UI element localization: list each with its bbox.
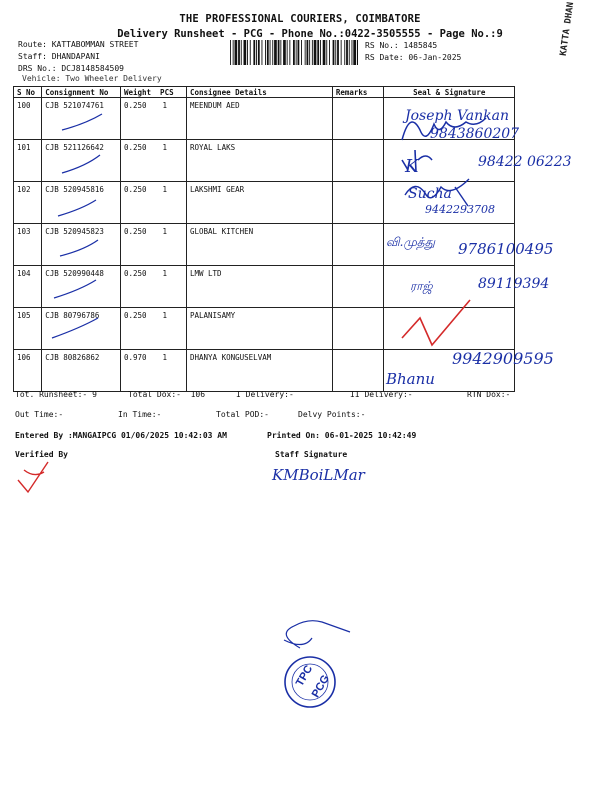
cell-signature xyxy=(384,224,515,266)
cell-remarks xyxy=(332,266,384,308)
barcode-bar xyxy=(250,40,251,65)
barcode-bar xyxy=(357,40,358,65)
phone-text: 9843860207 xyxy=(430,126,520,142)
table-header-row xyxy=(14,87,515,98)
cell-consignee: LMW LTD xyxy=(186,266,332,308)
cell-sno: 104 xyxy=(14,266,42,308)
cell-pcs: 1 xyxy=(162,101,167,110)
cell-signature xyxy=(384,350,515,392)
cell-sno: 106 xyxy=(14,350,42,392)
barcode-bar xyxy=(326,40,327,65)
cell-consignment: CJB 521074761 xyxy=(42,98,121,140)
barcode-bar xyxy=(230,40,231,65)
cell-signature xyxy=(384,140,515,182)
cell-weight-pcs xyxy=(120,140,186,182)
barcode-bar xyxy=(241,40,242,65)
barcode-bar xyxy=(333,40,335,65)
phone-text: 98422 06223 xyxy=(478,154,572,170)
barcode-bar xyxy=(296,40,297,65)
cell-weight: 0.250 xyxy=(123,311,147,320)
barcode-bar xyxy=(270,40,271,65)
cell-sno: 100 xyxy=(14,98,42,140)
col-header-signature: Seal & Signature xyxy=(384,87,515,98)
cell-signature xyxy=(384,98,515,140)
cell-weight-pcs xyxy=(120,308,186,350)
barcode-bar xyxy=(253,40,255,65)
cell-consignment: CJB 80826862 xyxy=(42,350,121,392)
signature-text: Bhanu xyxy=(386,370,435,388)
barcode-bar xyxy=(244,40,247,65)
signature-text: Sucha xyxy=(408,186,452,202)
out-time: Out Time:- xyxy=(15,410,64,419)
cell-remarks xyxy=(332,98,384,140)
phone-text: 89119394 xyxy=(478,276,550,292)
company-stamp xyxy=(283,655,337,709)
barcode-bar xyxy=(293,40,295,65)
table-row xyxy=(14,98,515,140)
barcode-bar xyxy=(233,40,234,65)
signature-text: வி.முத்து xyxy=(386,235,436,249)
staff-signature-label: Staff Signature xyxy=(275,450,348,459)
barcode-bar xyxy=(301,40,302,65)
barcode-bar xyxy=(247,40,248,65)
barcode-bar xyxy=(298,40,300,65)
barcode-bar xyxy=(278,40,280,65)
table-row xyxy=(14,224,515,266)
cell-pcs: 1 xyxy=(162,311,167,320)
cell-consignment: CJB 520945816 xyxy=(42,182,121,224)
cell-consignee: GLOBAL KITCHEN xyxy=(186,224,332,266)
col-header-remarks: Remarks xyxy=(332,87,384,98)
total-dox: Total Dox:- 106 xyxy=(128,390,206,399)
barcode-bar xyxy=(329,40,330,65)
barcode-bar xyxy=(258,40,260,65)
cell-weight-pcs xyxy=(120,224,186,266)
delvy-points: Delvy Points:- xyxy=(298,410,366,419)
cell-consignment: CJB 520990448 xyxy=(42,266,121,308)
cell-consignee: MEENDUM AED xyxy=(186,98,332,140)
barcode-bar xyxy=(235,40,238,65)
table-row xyxy=(14,266,515,308)
cell-consignment: CJB 521126642 xyxy=(42,140,121,182)
cell-weight-pcs xyxy=(120,350,186,392)
barcode-bar xyxy=(267,40,269,65)
i-delivery: I Delivery:- xyxy=(236,390,294,399)
barcode-bar xyxy=(262,40,263,65)
in-time: In Time:- xyxy=(118,410,162,419)
barcode-bar xyxy=(349,40,350,65)
table-row xyxy=(14,308,515,350)
stamp-text-top: TPC xyxy=(293,663,316,689)
cell-weight-pcs xyxy=(120,98,186,140)
phone-text: 9942909595 xyxy=(452,349,554,368)
verified-by-label: Verified By xyxy=(15,450,68,459)
cell-weight: 0.250 xyxy=(123,269,147,278)
entered-by: Entered By :MANGAIPCG 01/06/2025 10:42:03 AM xyxy=(15,431,227,440)
signature-scribble-icon xyxy=(284,621,350,648)
col-header-weight-pcs: Weight PCS xyxy=(120,87,186,98)
barcode-bar xyxy=(353,40,356,65)
barcode-bar xyxy=(314,40,317,65)
cell-pcs: 1 xyxy=(162,269,167,278)
barcode xyxy=(230,40,358,65)
cell-weight-pcs xyxy=(120,182,186,224)
barcode-bar xyxy=(320,40,321,65)
barcode-bar xyxy=(274,40,277,65)
cell-weight: 0.250 xyxy=(123,185,147,194)
rs-date: RS Date: 06-Jan-2025 xyxy=(365,53,462,62)
cell-weight: 0.250 xyxy=(123,143,147,152)
cell-pcs: 1 xyxy=(162,185,167,194)
col-header-consignment: Consignment No xyxy=(42,87,121,98)
cell-sno: 101 xyxy=(14,140,42,182)
document-subtitle: Delivery Runsheet - PCG - Phone No.:0422-3505555 - Page No.:9 xyxy=(117,28,503,40)
route: Route: KATTABOMMAN STREET xyxy=(18,40,139,49)
printed-on: Printed On: 06-01-2025 10:42:49 xyxy=(267,431,417,440)
runsheet-table xyxy=(13,86,515,392)
cell-signature xyxy=(384,266,515,308)
stamp-text-bottom: PCG xyxy=(309,673,332,700)
cell-consignment: CJB 520945823 xyxy=(42,224,121,266)
barcode-bar xyxy=(280,40,281,65)
document-title: THE PROFESSIONAL COURIERS, COIMBATORE xyxy=(179,13,421,25)
barcode-bar xyxy=(337,40,339,65)
barcode-bar xyxy=(323,40,326,65)
total-pod: Total POD:- xyxy=(216,410,269,419)
table-row xyxy=(14,350,515,392)
staff: Staff: DHANDAPANI xyxy=(18,52,100,61)
vehicle: Vehicle: Two Wheeler Delivery xyxy=(22,74,162,83)
barcode-bar xyxy=(307,40,309,65)
cell-weight: 0.970 xyxy=(123,353,147,362)
cell-pcs: 1 xyxy=(162,227,167,236)
barcode-bar xyxy=(289,40,290,65)
barcode-bar xyxy=(265,40,266,65)
barcode-bar xyxy=(317,40,319,65)
cell-consignee: PALANISAMY xyxy=(186,308,332,350)
cell-sno: 102 xyxy=(14,182,42,224)
cell-remarks xyxy=(332,182,384,224)
phone-text: 9442293708 xyxy=(425,203,495,216)
barcode-bar xyxy=(256,40,257,65)
cell-consignee: DHANYA KONGUSELVAM xyxy=(186,350,332,392)
phone-text: 9786100495 xyxy=(458,240,554,258)
signature-text: ராஜ் xyxy=(410,279,433,293)
cell-signature xyxy=(384,308,515,350)
cell-pcs: 1 xyxy=(162,143,167,152)
barcode-bar xyxy=(352,40,353,65)
corner-stamp: KATTA DHAN xyxy=(558,1,577,57)
barcode-bar xyxy=(335,40,336,65)
cell-signature xyxy=(384,182,515,224)
cell-sno: 103 xyxy=(14,224,42,266)
cell-consignment: CJB 80796786 xyxy=(42,308,121,350)
barcode-bar xyxy=(287,40,288,65)
staff-signature-ink: KMBoiLMar xyxy=(272,466,365,484)
cell-remarks xyxy=(332,350,384,392)
barcode-bar xyxy=(346,40,348,65)
barcode-bar xyxy=(238,40,240,65)
barcode-bar xyxy=(283,40,286,65)
barcode-bar xyxy=(272,40,273,65)
cell-weight-pcs xyxy=(120,266,186,308)
signature-text: K xyxy=(405,156,419,177)
table-row xyxy=(14,182,515,224)
cell-sno: 105 xyxy=(14,308,42,350)
cell-remarks xyxy=(332,308,384,350)
barcode-bar xyxy=(305,40,306,65)
red-check-icon xyxy=(18,462,48,492)
cell-remarks xyxy=(332,140,384,182)
barcode-bar xyxy=(341,40,342,65)
col-header-sno: S No xyxy=(14,87,42,98)
rtn-dox: RTN Dox:- xyxy=(467,390,511,399)
drs-no: DRS No.: DCJ8148584509 xyxy=(18,64,124,73)
signature-text: Joseph Vankan xyxy=(405,108,509,124)
ii-delivery: II Delivery:- xyxy=(350,390,413,399)
cell-consignee: LAKSHMI GEAR xyxy=(186,182,332,224)
cell-consignee: ROYAL LAKS xyxy=(186,140,332,182)
col-header-consignee: Consignee Details xyxy=(186,87,332,98)
cell-weight: 0.250 xyxy=(123,101,147,110)
barcode-bar xyxy=(309,40,310,65)
barcode-bar xyxy=(344,40,345,65)
rs-no: RS No.: 1485845 xyxy=(365,41,438,50)
table-row xyxy=(14,140,515,182)
barcode-bar xyxy=(312,40,313,65)
cell-remarks xyxy=(332,224,384,266)
cell-weight: 0.250 xyxy=(123,227,147,236)
cell-pcs: 1 xyxy=(162,353,167,362)
tot-runsheet: Tot. Runsheet:- 9 xyxy=(15,390,97,399)
